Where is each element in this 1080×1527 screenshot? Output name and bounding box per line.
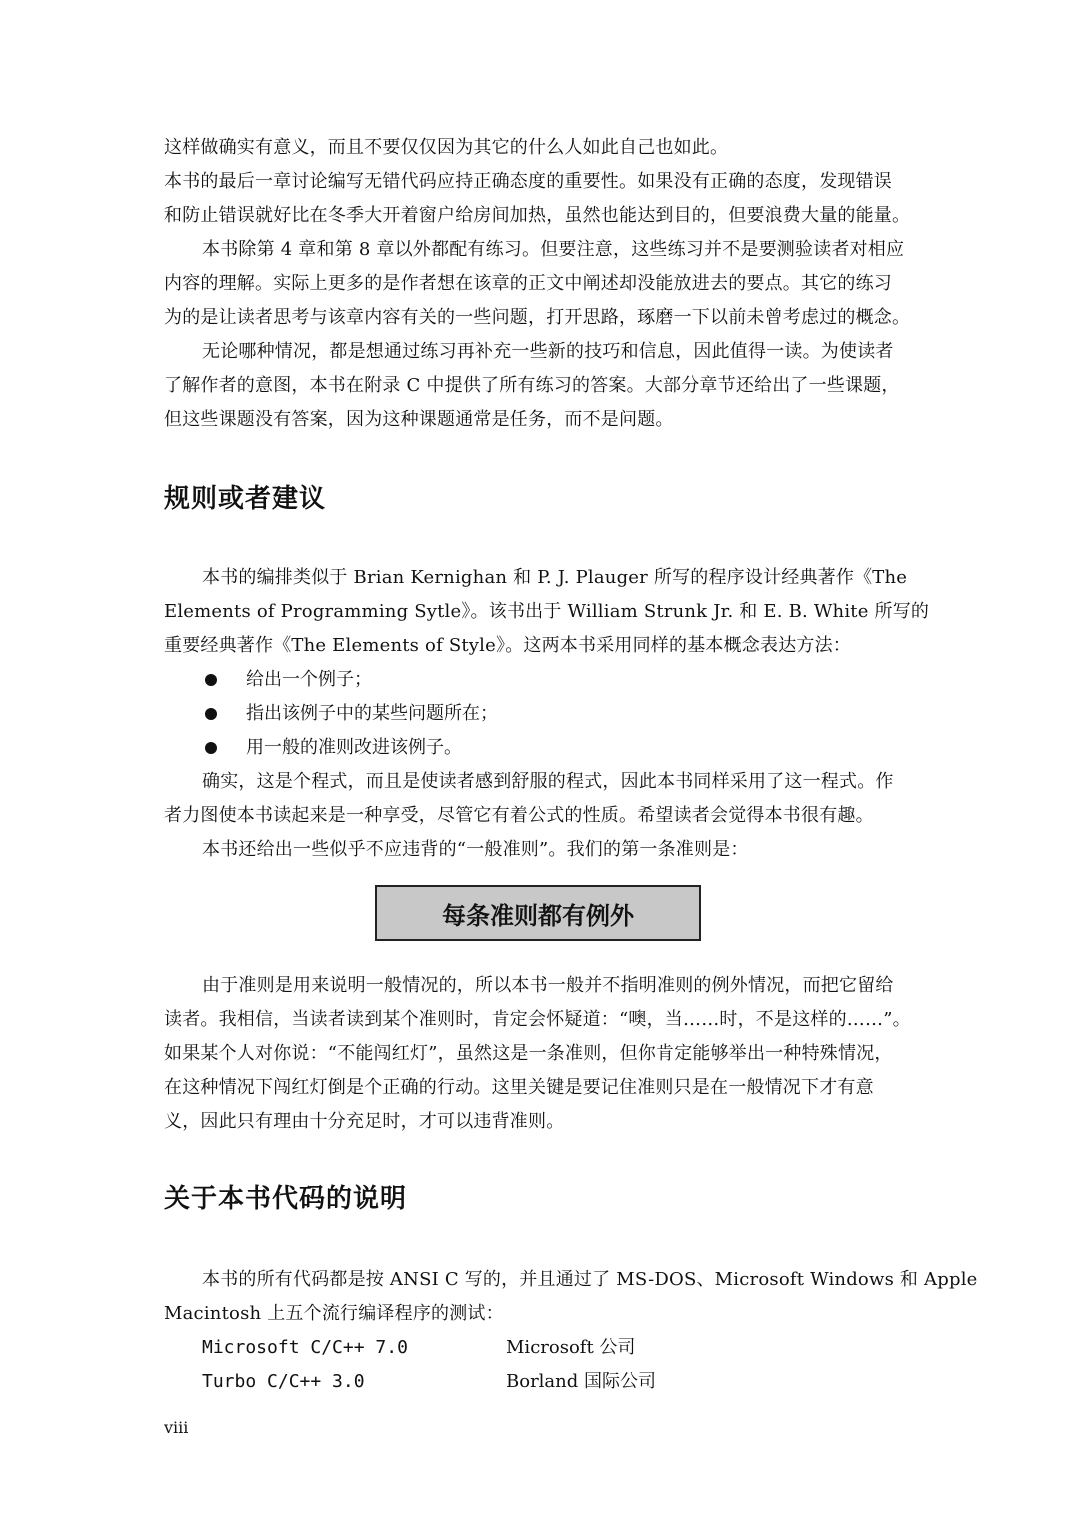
text-line: 本书的所有代码都是按 ANSI C 写的，并且通过了 MS-DOS、Microsoft Windows 和 Apple (202, 1269, 978, 1290)
text-line: 读者。我相信，当读者读到某个准则时，肯定会怀疑道：“噢，当……时，不是这样的……”。 (164, 1009, 911, 1030)
bullet-item: 给出一个例子； (246, 669, 372, 690)
text-line: 重要经典著作《The Elements of Style》。这两本书采用同样的基本概念表达方法： (164, 635, 851, 656)
rule-callout-box: 每条准则都有例外 (375, 885, 701, 941)
text-line: Elements of Programming Sytle》。该书出于 William Strunk Jr. 和 E. B. White 所写的 (164, 601, 930, 622)
text-line: 内容的理解。实际上更多的是作者想在该章的正文中阐述却没能放进去的要点。其它的练习 (164, 273, 892, 294)
text-line: 本书还给出一些似乎不应违背的“一般准则”。我们的第一条准则是： (202, 839, 749, 860)
text-line: 本书的编排类似于 Brian Kernighan 和 P. J. Plauger 所写的程序设计经典著作《The (202, 567, 908, 588)
text-line: 在这种情况下闯红灯倒是个正确的行动。这里关键是要记住准则只是在一般情况下才有意 (164, 1077, 874, 1098)
text-line: 为的是让读者思考与该章内容有关的一些问题，打开思路，琢磨一下以前未曾考虑过的概念。 (164, 307, 911, 328)
text-line: 了解作者的意图，本书在附录 C 中提供了所有练习的答案。大部分章节还给出了一些课题， (164, 375, 900, 396)
compiler-name: Microsoft C/C++ 7.0 (202, 1337, 408, 1358)
section-heading-code-notes: 关于本书代码的说明 (164, 1184, 408, 1214)
text-line: 确实，这是个程式，而且是使读者感到舒服的程式，因此本书同样采用了这一程式。作 (202, 771, 894, 792)
text-line: Macintosh 上五个流行编译程序的测试： (164, 1303, 504, 1324)
compiler-vendor: Microsoft 公司 (506, 1337, 636, 1358)
section-heading-rules: 规则或者建议 (164, 484, 327, 514)
bullet-icon (205, 708, 217, 720)
bullet-item: 指出该例子中的某些问题所在； (246, 703, 498, 724)
text-line: 这样做确实有意义，而且不要仅仅因为其它的什么人如此自己也如此。 (164, 137, 729, 158)
text-line: 本书除第 4 章和第 8 章以外都配有练习。但要注意，这些练习并不是要测验读者对相应 (202, 239, 905, 260)
text-line: 义，因此只有理由十分充足时，才可以违背准则。 (164, 1111, 565, 1132)
bullet-item: 用一般的准则改进该例子。 (246, 737, 462, 758)
compiler-name: Turbo C/C++ 3.0 (202, 1371, 365, 1392)
text-line: 如果某个人对你说：“不能闯红灯”，虽然这是一条准则，但你肯定能够举出一种特殊情况， (164, 1043, 893, 1064)
text-line: 无论哪种情况，都是想通过练习再补充一些新的技巧和信息，因此值得一读。为使读者 (202, 341, 894, 362)
bullet-icon (205, 742, 217, 754)
text-line: 由于准则是用来说明一般情况的，所以本书一般并不指明准则的例外情况，而把它留给 (202, 975, 894, 996)
text-line: 但这些课题没有答案，因为这种课题通常是任务，而不是问题。 (164, 409, 674, 430)
text-line: 者力图使本书读起来是一种享受，尽管它有着公式的性质。希望读者会觉得本书很有趣。 (164, 805, 874, 826)
bullet-icon (205, 674, 217, 686)
compiler-vendor: Borland 国际公司 (506, 1371, 656, 1392)
text-line: 和防止错误就好比在冬季大开着窗户给房间加热，虽然也能达到目的，但要浪费大量的能量。 (164, 205, 911, 226)
text-line: 本书的最后一章讨论编写无错代码应持正确态度的重要性。如果没有正确的态度，发现错误 (164, 171, 892, 192)
page-number: viii (164, 1418, 189, 1437)
